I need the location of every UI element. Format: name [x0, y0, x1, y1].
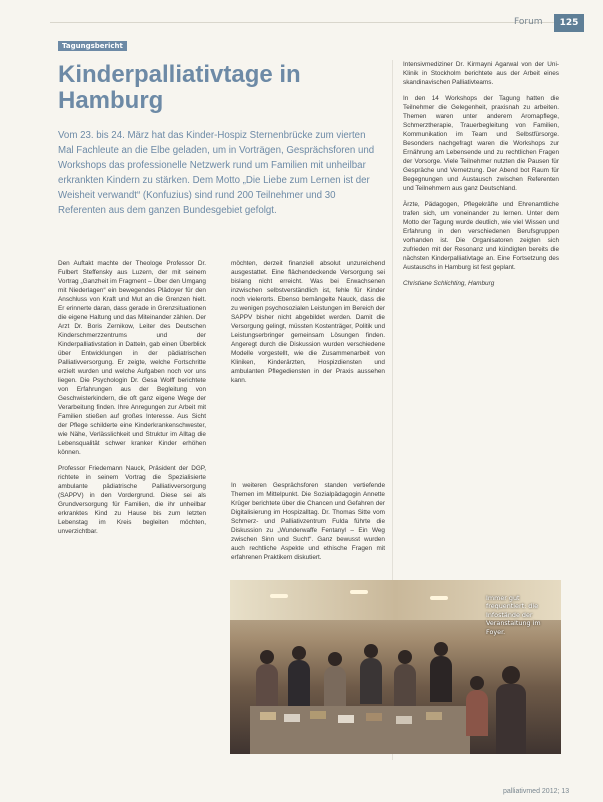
person-head — [398, 650, 412, 664]
header-rule — [50, 22, 556, 23]
book-stack — [426, 712, 442, 720]
person-body — [256, 664, 278, 710]
person-body — [430, 656, 452, 702]
person-head — [364, 644, 378, 658]
book-stack — [396, 716, 412, 724]
book-stack — [284, 714, 300, 722]
ceiling-lamp — [350, 590, 368, 594]
person-head — [502, 666, 520, 684]
photo-caption: Immer gut frequentiert: die Infostände der Veranstaltung im Foyer. — [486, 594, 541, 636]
page-number: 125 — [554, 14, 584, 32]
article-lead: Vom 23. bis 24. März hat das Kinder-Hospiz Sternenbrücke zum vierten Mal Fachleute an die Elbe geladen, um in Vorträgen, Gesprächsforen und Workshops das professionelle Netzwerk rund um Familien mit unheilbar erkrankten Kindern zu stärken. Dem Motto „Die Liebe zum Lernen ist der Weisheit verwandt“ (Konfuzius) sind rund 200 Teilnehmer und 30 Referenten aus dem ganzen Bundesgebiet gefolgt. — [58, 130, 375, 216]
person-body — [288, 660, 310, 706]
person-head — [434, 642, 448, 656]
person-body — [466, 690, 488, 736]
person-head — [292, 646, 306, 660]
body-column-2 — [231, 259, 385, 469]
book-stack — [310, 711, 326, 719]
person-body — [496, 684, 526, 754]
ceiling-lamp — [430, 596, 448, 600]
paragraph: Intensivmediziner Dr. Kirmayni Agarwal von der Uni-Klinik in Stockholm berichtete aus der Arbeit eines skandinavischen Palliativteams. — [403, 61, 559, 86]
book-stack — [260, 712, 276, 720]
person-body — [394, 664, 416, 710]
person-head — [260, 650, 274, 664]
paragraph: Professor Friedemann Nauck, Präsident der DGP, richtete in seinem Vortrag die Spezialisierte ambulante pädiatrische Palliativversorgung (SAPPV) in den Vordergrund. Diese sei als Grundversorgung für Familien, die ihr unheilbar erkranktes Kind zu Hause bis zum letzten Lebenstag im Kreis begleiten möchten, unverzichtbar. — [58, 465, 206, 535]
ceiling-lamp — [270, 594, 288, 598]
person-head — [470, 676, 484, 690]
body-column-1 — [58, 259, 206, 754]
paragraph: In den 14 Workshops der Tagung hatten die Teilnehmer die Gelegenheit, praxisnah zu arbeiten. Themen waren unter anderem Aromapflege, Schmerztherapie, Trauerbegleitung von Familien, Kommunikation im Team und Selbstfürsorge. Besonders nachgefragt waren die Workshops zur Ernährung am Lebensende und zu rechtlichen Fragen der Vorsorge. Viele Teilnehmer nutzten die Pausen für Gespräche und Vernetzung. Der Abend bot Raum für Begegnungen und Austausch zwischen Referenten und Teilnehmern aus ganz Deutschland. — [403, 95, 559, 192]
paragraph: Ärzte, Pädagogen, Pflegekräfte und Ehrenamtliche trafen sich, um voneinander zu lernen. Unter dem Motto der Tagung wurde deutlich, wie viel Wissen und Erfahrung in den verschiedenen Berufsgruppen vorhanden ist. Die Organisatoren zeigten sich zufrieden mit der Resonanz und kündigten bereits die nächsten Kinderpalliativtage an. Eine Fortsetzung des Austauschs in Hamburg ist fest geplant. — [403, 201, 559, 271]
page-footer: palliativmed 2012; 13 — [503, 788, 570, 795]
author-line: Christiane Schlichting, Hamburg — [403, 280, 495, 287]
paragraph: In weiteren Gesprächsforen standen vertiefende Themen im Mittelpunkt. Die Sozialpädagogin Annette Krüger berichtete über die Chancen und Gefahren der Digitalisierung im Hospizalltag. Dr. Thomas Sitte vom Schmerz- und Palliativzentrum Fulda führte die Diskussion zu „Wunderwaffe Fentanyl – Ein Weg zwischen Sinn und Sucht“. Ganz bewusst wurden auch rechtliche Aspekte und ethische Fragen mit erfahrenen Praktikern diskutiert. — [231, 482, 385, 561]
paragraph: möchten, derzeit finanziell absolut unzureichend ausgestattet. Eine flächendeckende Versorgung sei bislang nicht erreicht. Was bei Erwachsenen inzwischen selbstverständlich ist, fehle für Kinder noch vielerorts. Ebenso bemängelte Nauck, dass die zu wenigen psychosozialen Leistungen im Bereich der SAPPV bisher nicht abgebildet werden. Damit die Versorgung gelingt, müssten Kostenträger, Politik und Leistungserbringer gemeinsam Lösungen finden. Angeregt durch die Diskussion wurden verschiedene Modelle vorgestellt, wie die Zusammenarbeit von Kliniken, Kinderärzten, Hospizdiensten und ambulanten Pflegediensten in der Praxis aussehen kann. — [231, 260, 385, 384]
article-tag: Tagungsbericht — [58, 41, 127, 51]
book-stack — [366, 713, 382, 721]
article-title: Kinderpalliativtage in Hamburg — [58, 61, 301, 114]
book-stack — [338, 715, 354, 723]
body-column-3 — [403, 60, 559, 580]
person-body — [360, 658, 382, 704]
body-column-2b — [231, 481, 385, 577]
paragraph: Den Auftakt machte der Theologe Professor Dr. Fulbert Steffensky aus Luzern, der mit seinem Vortrag „Ganzheit im Fragment – Über den Umgang mit Niederlagen“ ein bewegendes Plädoyer für den Anschluss von Kraft und Mut an die Grenzen hielt. Er erinnerte daran, dass gerade in Grenzsituationen die eigene Haltung und das Miteinander zählen. Der Arzt Dr. Boris Zernikow, Leiter des Deutschen Kinderschmerzzentrums und der Kinderpalliativstation in Datteln, gab einen Überblick über Entwicklungen in der pädiatrischen Palliativversorgung. Er zeigte, welche Fortschritte erzielt wurden und welche Aufgaben noch vor uns liegen. Die Psychologin Dr. Gesa Wolff berichtete von Erfahrungen aus der Begleitung von Geschwisterkindern, die oft ganz eigene Wege der Verarbeitung finden. Ihre Anregungen zur Arbeit mit Familien stießen auf großes Interesse. Aus Sicht der Pflege schilderte eine Kinderkrankenschwester, wie Nähe, Verlässlichkeit und Struktur im Alltag die Lebensqualität schwer kranker Kinder erhöhen können. — [58, 260, 206, 456]
person-head — [328, 652, 342, 666]
section-label: Forum — [514, 17, 543, 27]
